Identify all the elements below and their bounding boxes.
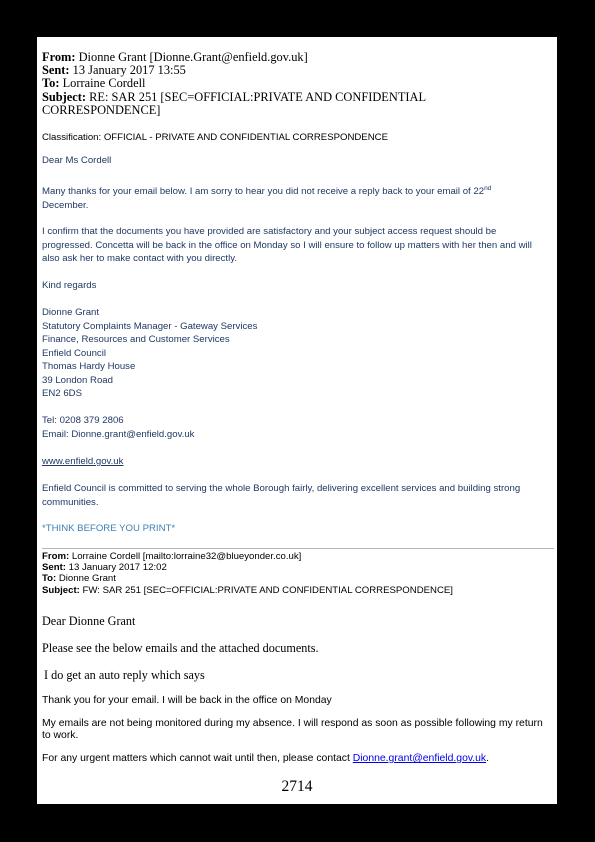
email1-to: To: Lorraine Cordell [42,76,146,91]
email1-para1: Many thanks for your email below. I am sorry to hear you did not receive a reply back to your email of 22nd December. [42,185,492,211]
email2-subject: Subject: FW: SAR 251 [SEC=OFFICIAL:PRIVATE AND CONFIDENTIAL CORRESPONDENCE] [42,584,453,596]
think-before-print: *THINK BEFORE YOU PRINT* [42,523,176,534]
signature-line: 39 London Road [42,374,113,386]
email2-greeting: Dear Dionne Grant [42,614,136,628]
commitment-statement: Enfield Council is committed to serving the whole Borough fairly, delivering excellent services and building strong communities. [42,483,521,508]
email1-header [42,51,547,117]
email2-from: From: Lorraine Cordell [mailto:lorraine32@blueyonder.co.uk] [42,551,302,562]
classification-line: Classification: OFFICIAL - PRIVATE AND CONFIDENTIAL CORRESPONDENCE [42,132,388,143]
email-address: Email: Dionne.grant@enfield.gov.uk [42,428,195,440]
telephone: Tel: 0208 379 2806 [42,415,124,426]
dionne-email-link[interactable]: Dionne.grant@enfield.gov.uk [352,753,487,764]
email2-from-value: Lorraine Cordell [mailto:lorraine32@blueyonder.co.uk] [71,551,302,562]
signature-line: Finance, Resources and Customer Services [42,334,230,345]
signature-line: Dionne Grant [42,307,100,318]
website-wrap [42,455,547,469]
email2-header [42,551,453,596]
signature-line: Thomas Hardy House [42,361,136,372]
email2-line5: For any urgent matters which cannot wait until then, please contact Dionne.grant@enfield.gov.uk. [42,753,490,764]
email1-signoff: Kind regards [42,280,97,291]
email2-subject-value: FW: SAR 251 [SEC=OFFICIAL:PRIVATE AND CONFIDENTIAL CORRESPONDENCE] [82,584,453,596]
signature-block [42,306,547,401]
website-link[interactable]: www.enfield.gov.uk [42,456,124,467]
contact-block [42,414,547,441]
email1-sent: Sent: 13 January 2017 13:55 [42,63,186,78]
signature-line: Enfield Council [42,347,106,359]
email2-sent-value: 13 January 2017 12:02 [68,562,167,574]
email1-subject: Subject: RE: SAR 251 [SEC=OFFICIAL:PRIVATE AND CONFIDENTIAL CORRESPONDENCE] [42,89,426,117]
email1-from-value: Dionne Grant [Dionne.Grant@enfield.gov.uk] [78,50,308,64]
document-page [37,37,557,804]
email1-subject-value: RE: SAR 251 [SEC=OFFICIAL:PRIVATE AND CONFIDENTIAL CORRESPONDENCE] [42,89,426,117]
email1-para2: I confirm that the documents you have provided are satisfactory and your subject access request should be progressed. Concetta will be back in the office on Monday so I will ensure to follow up matters with her then and will also ask her to make contact with you directly. [42,226,532,264]
signature-line: Statutory Complaints Manager - Gateway Services [42,320,258,332]
email2-to-value: Dionne Grant [58,573,116,585]
email2-sent: Sent: 13 January 2017 12:02 [42,562,167,574]
email1-to-value: Lorraine Cordell [62,76,146,91]
email1-greeting: Dear Ms Cordell [42,155,112,166]
email1-sent-value: 13 January 2017 13:55 [72,63,186,78]
email2-line1: Please see the below emails and the attached documents. [42,641,319,655]
email2-line3: Thank you for your email. I will be back in the office on Monday [42,695,332,706]
email2-line2: I do get an auto reply which says [44,668,205,682]
email-divider [42,548,554,549]
page-number: 2714 [281,778,313,795]
email1-from: From: Dionne Grant [Dionne.Grant@enfield.gov.uk] [42,50,308,64]
signature-line: EN2 6DS [42,388,82,399]
email2-line4: My emails are not being monitored during my absence. I will respond as soon as possible following my return to work. [42,718,543,741]
email2-to: To: Dionne Grant [42,573,116,585]
